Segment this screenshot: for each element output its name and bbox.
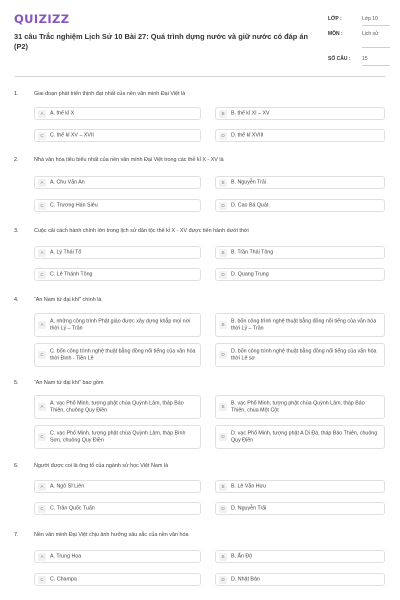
option-letter: B [219,321,227,329]
question-number: 1. [14,91,19,97]
question-number: 7. [14,532,19,538]
option-text: B. Ấn Độ [231,553,253,560]
question-number: 5. [14,380,19,386]
option-letter: B [219,249,227,257]
option-letter: A [38,110,46,118]
option-letter: B [219,403,227,411]
option-letter: B [219,483,227,491]
question-text: “An Nam tứ đại khí” chính là [34,297,102,303]
option-b[interactable] [215,176,385,189]
option-d[interactable] [215,502,385,515]
option-b[interactable] [215,246,385,259]
option-a[interactable] [34,480,201,493]
option-letter: D [219,132,227,140]
option-b[interactable] [215,313,385,337]
option-letter: C [38,202,46,210]
option-letter: D [219,351,227,359]
option-text: B. Lê Văn Hưu [231,483,267,490]
option-text: A. vạc Phổ Minh, tượng phật chùa Quỳnh Lâm, tháp Báo Thiên, chuông Quy Điền [50,400,184,413]
option-a[interactable] [34,550,201,563]
option-d[interactable] [215,129,385,142]
option-b[interactable] [215,395,385,419]
option-letter: C [38,351,46,359]
option-letter: D [219,576,227,584]
option-letter: D [219,433,227,441]
option-text: B. Trần Thái Tông [231,249,274,256]
option-text: D. Nguyễn Trãi [231,505,267,512]
option-letter: C [38,505,46,513]
option-letter: C [38,132,46,140]
option-text: A. Lý Thái Tổ [50,249,82,256]
worksheet-title: 31 câu Trắc nghiệm Lịch Sử 10 Bài 27: Quá trình dựng nước và giữ nước có đáp án (P2) [14,32,308,51]
option-a[interactable] [34,246,201,259]
option-text: A. Trung Hoa [50,553,82,560]
option-letter: B [219,553,227,561]
option-d[interactable] [215,343,385,367]
option-letter: D [219,505,227,513]
option-letter: A [38,403,46,411]
option-a[interactable] [34,395,201,419]
option-text: C. vạc Phổ Minh, tượng phật chùa Quỳnh Lâm, tháp Bình Sơn, chuông Quy Điền [50,430,186,443]
option-b[interactable] [215,550,385,563]
option-d[interactable] [215,268,385,281]
meta-class-underline [362,25,390,26]
option-letter: B [219,110,227,118]
option-text: C. Champa [50,576,77,583]
option-letter: B [219,179,227,187]
option-text: C. bốn công trình nghệ thuật bằng đồng nổi tiếng của văn hóa thời Đinh - Tiền Lê [50,348,196,361]
question-number: 4. [14,297,19,303]
option-letter: D [219,271,227,279]
option-text: C. Trần Quốc Tuấn [50,505,95,512]
option-text: D. vạc Phổ Minh, tượng phật A Di Đà, tháp Báo Thiên, chuông Quy Điền [231,430,378,443]
option-text: A. những công trình Phật giáo được xây dựng khắp mọi nơi thời Lý – Trần [50,318,191,331]
quizizz-logo: QUIZIZZ [14,12,70,26]
question-number: 6. [14,463,19,469]
option-text: B. bốn công trình nghệ thuật bằng đồng nổi tiếng của văn hóa thời Lý – Trần [231,318,377,331]
question-text: Cuộc cải cách hành chính lớn trong lịch sử dân tộc thế kỉ X - XV được tiến hành dưới thời [34,228,249,234]
option-letter: C [38,433,46,441]
option-letter: A [38,249,46,257]
meta-class-label: LỚP : [328,16,342,22]
option-a[interactable] [34,313,201,337]
question-text: “An Nam tứ đại khí” bao gồm [34,380,104,386]
option-b[interactable] [215,480,385,493]
worksheet-header [0,0,400,80]
option-text: C. Lê Thánh Tông [50,271,93,278]
option-text: D. Quang Trung [231,271,269,278]
header-divider [14,76,386,77]
option-c[interactable] [34,573,201,586]
option-text: A. Ngô Sĩ Liên [50,483,85,490]
question-text: Nhà văn hóa tiêu biểu nhất của nền văn minh Đại Việt trong các thế kỉ X - XV là [34,157,224,163]
meta-count-label: SỐ CÂU : [328,56,351,62]
option-text: B. thế kỉ XI – XV [231,110,270,117]
option-b[interactable] [215,107,385,120]
option-text: C. Trương Hán Siêu [50,202,98,209]
option-text: A. Chu Văn An [50,179,85,186]
option-c[interactable] [34,343,201,367]
meta-count-value: 15 [362,56,368,62]
option-text: B. vạc Phổ Minh, tượng phật chùa Quỳnh Lâm, tháp Báo Thiên, chùa Một Cột [231,400,365,413]
option-letter: A [38,179,46,187]
question-text: Nền văn minh Đại Việt chịu ảnh hưởng sâu sắc của nền văn hóa [34,532,189,538]
meta-subject-value: Lịch sử [362,31,379,37]
option-c[interactable] [34,199,201,212]
option-a[interactable] [34,107,201,120]
option-d[interactable] [215,425,385,449]
meta-subject-underline [362,47,390,48]
option-c[interactable] [34,425,201,449]
question-number: 3. [14,228,19,234]
option-c[interactable] [34,129,201,142]
option-text: B. Nguyễn Trãi [231,179,267,186]
question-text: Người được coi là ông tổ của ngành sử học Việt Nam là [34,463,169,469]
option-d[interactable] [215,199,385,212]
option-text: D. Cao Bá Quát [231,202,269,209]
option-text: D. bốn công trình nghệ thuật bằng đồng nổi tiếng của văn hóa thời Lê sơ [231,348,377,361]
option-text: C. thế kỉ XV – XVII [50,132,94,139]
option-letter: A [38,553,46,561]
meta-subject-label: MÔN : [328,31,343,37]
option-d[interactable] [215,573,385,586]
option-letter: C [38,271,46,279]
option-text: D. thế kỉ XVIII [231,132,264,139]
meta-count-underline [362,65,390,66]
option-c[interactable] [34,268,201,281]
option-letter: D [219,202,227,210]
question-number: 2. [14,157,19,163]
option-a[interactable] [34,176,201,189]
option-text: A. thế kỉ X [50,110,75,117]
option-text: D. Nhật Bản [231,576,260,583]
question-text: Giai đoạn phát triển thịnh đạt nhất của nền văn minh Đại Việt là [34,91,186,97]
option-letter: A [38,483,46,491]
meta-class-value: Lớp 10 [362,16,378,22]
option-letter: C [38,576,46,584]
option-letter: A [38,321,46,329]
option-c[interactable] [34,502,201,515]
